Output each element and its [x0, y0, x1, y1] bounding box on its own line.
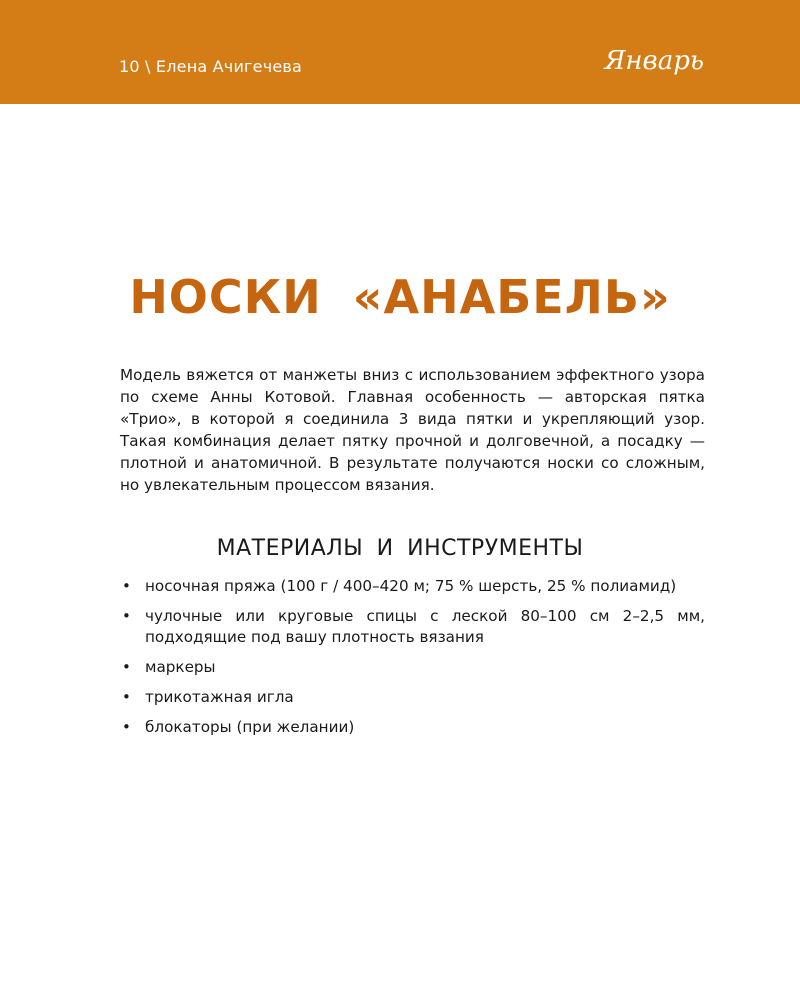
bullet-icon: • [122, 658, 131, 676]
section-name: Январь [604, 46, 704, 76]
materials-list [120, 576, 705, 747]
bullet-icon: • [122, 688, 131, 706]
bullet-icon: • [122, 718, 131, 736]
list-item [120, 717, 705, 738]
page-title: НОСКИ «АНАБЕЛЬ» [129, 270, 671, 324]
bullet-icon: • [122, 607, 131, 625]
list-item-text: маркеры [145, 658, 216, 676]
list-item [120, 606, 705, 648]
list-item [120, 657, 705, 678]
list-item-text: чулочные или круговые спицы с леской 80–100 см 2–2,5 мм, подходящие под вашу плотность вязания [145, 607, 705, 646]
list-item-text: трикотажная игла [145, 688, 294, 706]
list-item-text: носочная пряжа (100 г / 400–420 м; 75 % шерсть, 25 % полиамид) [145, 577, 677, 595]
running-head: 10 \ Елена Ачигечева [119, 57, 303, 76]
list-item [120, 576, 705, 597]
bullet-icon: • [122, 577, 131, 595]
header-bar [0, 0, 800, 104]
intro-paragraph: Модель вяжется от манжеты вниз с использованием эффектного узора по схеме Анны Котовой. Главная особенность — авторская пятка «Трио», в которой я соединила 3 вида пятки и укрепляющий узор. Такая комбинация делает пятку прочной и долговечной, а посадку — плотной и анатомичной. В результате получаются носки со сложным, но увлекательным процессом вязания. [120, 366, 705, 494]
list-item-text: блокаторы (при желании) [145, 718, 355, 736]
materials-heading: МАТЕРИАЛЫ И ИНСТРУМЕНТЫ [216, 536, 584, 561]
list-item [120, 687, 705, 708]
